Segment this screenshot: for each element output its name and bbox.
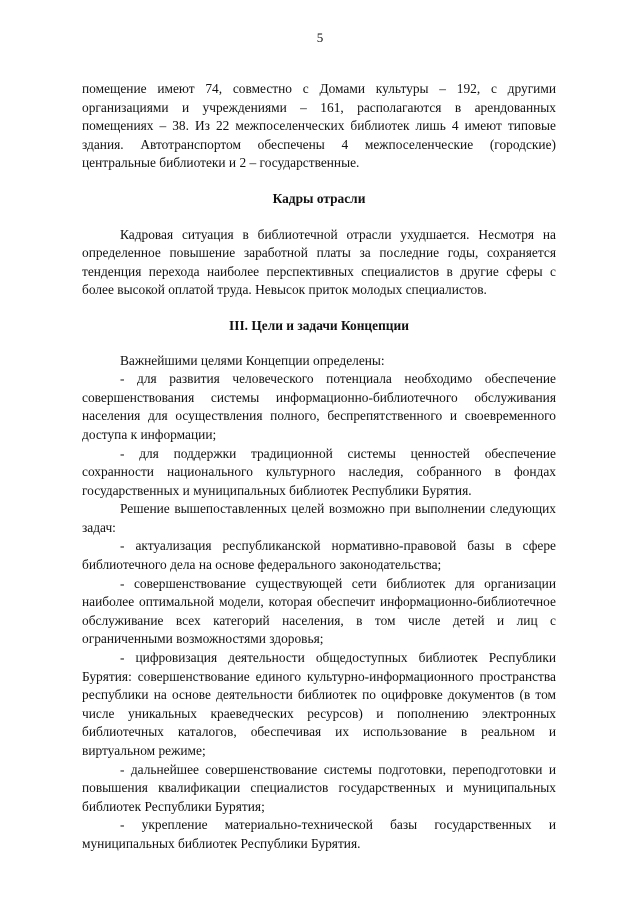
task-item: - цифровизация деятельности общедоступных библиотек Республики Бурятия: совершенствование единого культурно-информационного пространства республики на основе деятельности библиотек по оцифровке документов (в том числе уникальных краеведческих ресурсов) и пополнению электронных библиотечных каталогов, обеспечивая их использование в реальном и виртуальном режиме; [82,650,556,758]
section-title-goals: III. Цели и задачи Концепции [229,317,409,333]
goals-paragraph: - для поддержки традиционной системы ценностей обеспечение сохранности национального культурного наследия, собранного в фондах государственных и муниципальных библиотек Республики Бурятия. [82,445,556,498]
task-item: - дальнейшее совершенствование системы подготовки, переподготовки и повышения квалификации специалистов государственных и муниципальных библиотек Республики Бурятия; [82,761,556,814]
task-item: - совершенствование существующей сети библиотек для организации наиболее оптимальной модели, которая обеспечит информационно-библиотечное обслуживание всех категорий населения, в том числе детей и лиц с ограниченными возможностями здоровья; [82,575,556,647]
goals-paragraph: Решение вышепоставленных целей возможно при выполнении следующих задач: [82,501,556,535]
intro-paragraph: помещение имеют 74, совместно с Домами культуры – 192, с другими организациями и учреждениями – 161, располагаются в арендованных помещениях – 38. Из 22 межпоселенческих библиотек лишь 4 имеют типовые здания. Автотранспортом обеспечены 4 межпоселенческие (городские) центральные библиотеки и 2 – государственные. [82,81,556,171]
task-item: - актуализация республиканской нормативно-правовой базы в сфере библиотечного дела на основе федерального законодательства; [82,538,556,573]
section-title-staff: Кадры отрасли [272,190,366,206]
document-body [82,80,556,854]
task-item: - укрепление материально-технической базы государственных и муниципальных библиотек Республики Бурятия. [82,817,556,851]
staff-paragraph: Кадровая ситуация в библиотечной отрасли ухудшается. Несмотря на определенное повышение заработной платы за последние годы, сохраняется тенденция перехода наиболее перспективных специалистов в другие сферы с более высокой оплатой труда. Невысок приток молодых специалистов. [82,226,556,298]
goals-paragraph: Важнейшими целями Концепции определены: [120,352,385,368]
page-number: 5 [316,30,324,45]
goals-paragraph: - для развития человеческого потенциала необходимо обеспечение совершенствования системы информационно-библиотечного обслуживания населения для осуществления полного, беспрепятственного и своевременного доступа к информации; [82,371,556,442]
